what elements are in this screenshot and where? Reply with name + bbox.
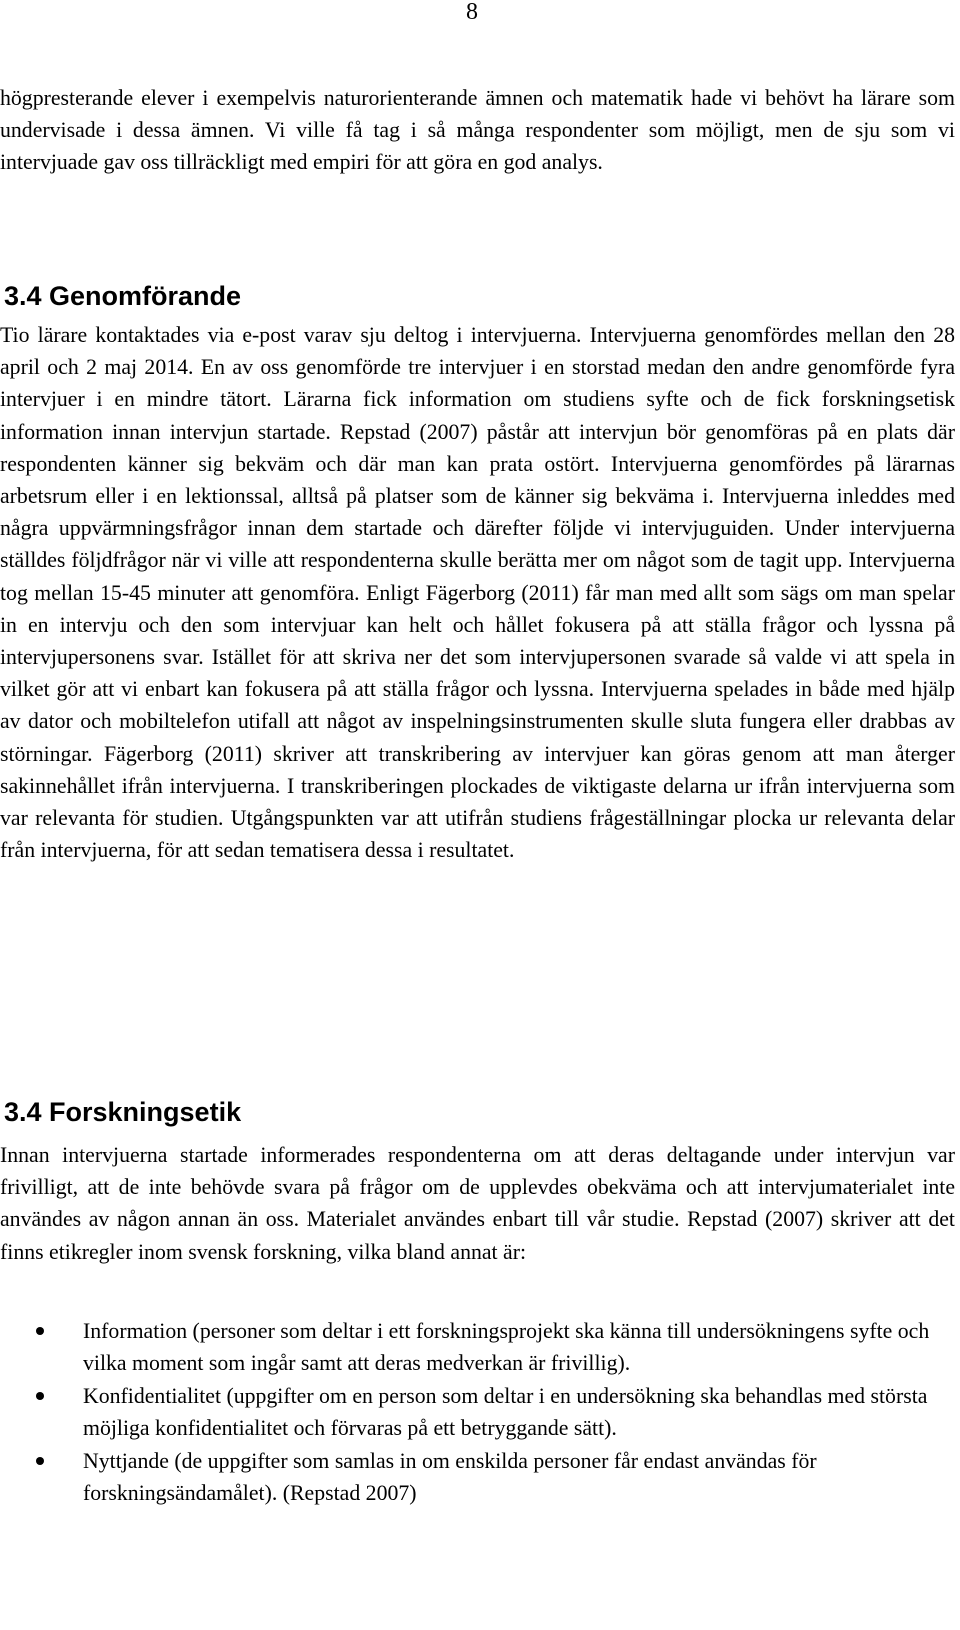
page-number: 8: [466, 0, 478, 25]
section-heading-forskningsetik: 3.4 Forskningsetik: [4, 1097, 242, 1127]
intro-paragraph: högpresterande elever i exempelvis naturorienterande ämnen och matematik hade vi behövt ha lärare som undervisade i dessa ämnen. Vi ville få tag i så många respondenter som möjligt, men de sju som vi intervjuade gav oss tillräckligt med empiri för att göra en god analys.: [0, 86, 955, 175]
list-item-text: Nyttjande (de uppgifter som samlas in om enskilda personer får endast användas för forskningsändamålet). (Repstad 2007): [83, 1448, 817, 1506]
bullet-icon: [36, 1327, 44, 1335]
genomforande-paragraph: Tio lärare kontaktades via e-post varav sju deltog i intervjuerna. Intervjuerna genomfördes mellan den 28 april och 2 maj 2014. En av oss genomförde tre intervjuer i en storstad medan den andre genomförde fyra intervjuer i en mindre tätort. Lärarna fick information om studiens syfte och de fick forskningsetisk information innan intervjun startade. Repstad (2007) påstår att intervjun bör genomföras på en plats där respondenten känner sig bekväm och där man kan prata ostört. Intervjuerna genomfördes på lärarnas arbetsrum eller i en lektionssal, alltså på platser som de känner sig bekväma i. Intervjuerna inleddes med några uppvärmningsfrågor innan dem startade och därefter följde vi intervjuguiden. Under intervjuerna ställdes följdfrågor när vi ville att respondenterna skulle berätta mer om något som de tagit upp. Intervjuerna tog mellan 15-45 minuter att genomföra. Enligt Fägerborg (2011) får man med allt som sägs om man spelar in en intervju och den som intervjuar kan helt och hållet fokusera på att ställa frågor och lyssna på intervjupersonens svar. Istället för att skriva ner det som intervjupersonen svarade så valde vi att spela in vilket gör att vi enbart kan fokusera på att ställa frågor och lyssna. Intervjuerna spelades in både med hjälp av dator och mobiltelefon utifall att något av inspelningsinstrumenten skulle sluta fungera eller drabbas av störningar. Fägerborg (2011) skriver att transkribering av intervjuer kan göras genom att man återger sakinnehållet ifrån intervjuerna. I transkriberingen plockades de viktigaste delarna ur ifrån intervjuerna som var relevanta för studien. Utgångspunkten var att utifrån studiens frågeställningar plocka ur relevanta delar från intervjuerna, för att sedan tematisera dessa i resultatet.: [0, 323, 955, 863]
list-item-text: Information (personer som deltar i ett forskningsprojekt ska känna till undersökningens syfte och vilka moment som ingår samt att deras medverkan är frivillig).: [83, 1319, 930, 1376]
section-heading-genomforande: 3.4 Genomförande: [4, 281, 242, 311]
forskningsetik-paragraph: Innan intervjuerna startade informerades respondenterna om att deras deltagande under intervjun var frivilligt, att de inte behövde svara på frågor om de upplevdes obekväma och att intervjumaterialet inte användes av någon annan än oss. Materialet användes enbart till vår studie. Repstad (2007) skriver att det finns etikregler inom svensk forskning, vilka bland annat är:: [0, 1143, 955, 1264]
bullet-icon: [36, 1457, 44, 1465]
bullet-icon: [36, 1392, 44, 1400]
list-item: [0, 1445, 955, 1510]
list-item: [0, 1380, 955, 1445]
ethics-rules-list: [0, 1315, 955, 1509]
list-item-text: Konfidentialitet (uppgifter om en person som deltar i en undersökning ska behandlas med största möjliga konfidentialitet och förvaras på ett betryggande sätt).: [83, 1383, 928, 1441]
list-item: [0, 1315, 955, 1380]
